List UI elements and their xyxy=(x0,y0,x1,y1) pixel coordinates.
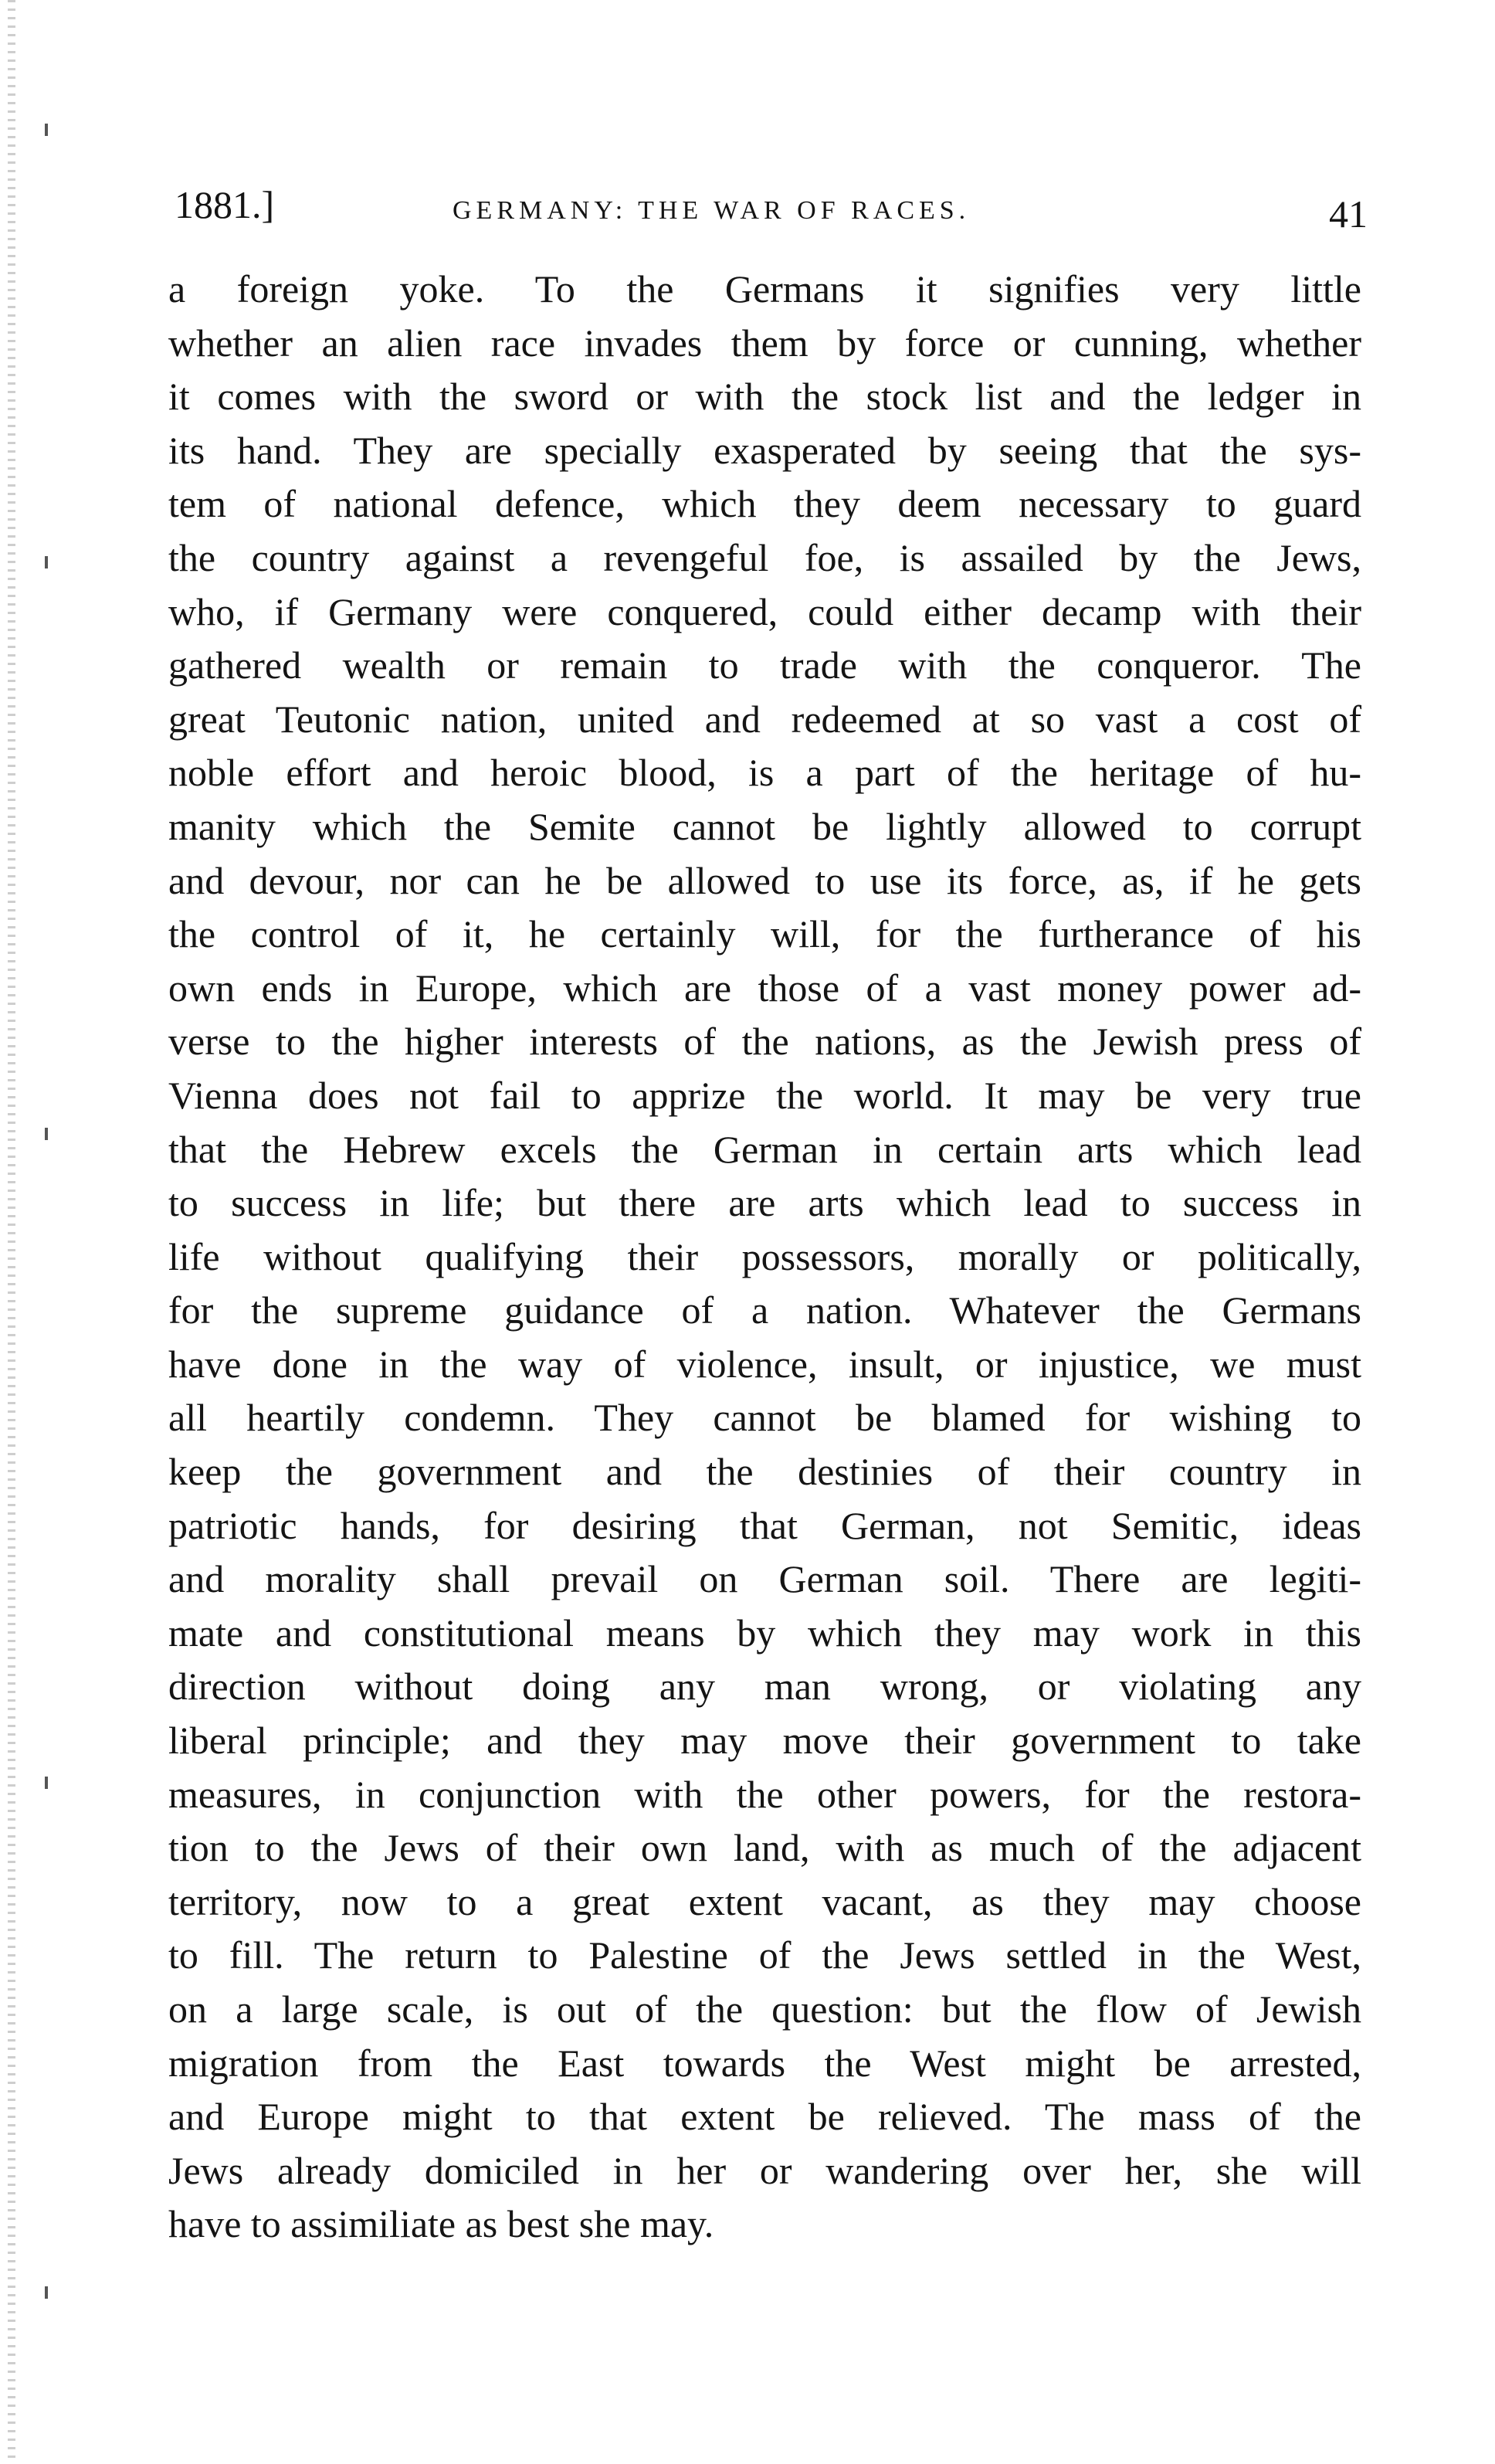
margin-mark xyxy=(45,556,48,568)
header-title: GERMANY: THE WAR OF RACES. xyxy=(453,196,971,225)
margin-mark xyxy=(45,124,48,136)
text-line: Vienna does not fail to apprize the world. It may be very true xyxy=(168,1073,1361,1117)
text-line: verse to the higher interests of the nations, as the Jewish press of xyxy=(168,1020,1361,1064)
text-line: for the supreme guidance of a nation. Whatever the Germans xyxy=(168,1288,1361,1332)
text-line: tem of national defence, which they deem necessary to guard xyxy=(168,482,1361,526)
text-line: gathered wealth or remain to trade with the conqueror. The xyxy=(168,643,1361,687)
text-line: direction without doing any man wrong, or violating any xyxy=(168,1665,1361,1709)
text-line: mate and constitutional means by which they may work in this xyxy=(168,1610,1361,1655)
margin-mark xyxy=(45,1777,48,1789)
text-line: tion to the Jews of their own land, with as much of the adjacent xyxy=(168,1826,1361,1870)
text-line: liberal principle; and they may move their government to take xyxy=(168,1719,1361,1763)
text-line: migration from the East towards the West might be arrested, xyxy=(168,2041,1361,2085)
text-line: that the Hebrew excels the German in certain arts which lead xyxy=(168,1127,1361,1171)
header-year: 1881.] xyxy=(175,183,275,226)
text-line: territory, now to a great extent vacant, as they may choose xyxy=(168,1879,1361,1923)
text-line: keep the government and the destinies of their country in xyxy=(168,1450,1361,1494)
text-line: a foreign yoke. To the Germans it signifies very little xyxy=(168,267,1361,311)
text-line: measures, in conjunction with the other powers, for the restora- xyxy=(168,1772,1361,1816)
text-line: and morality shall prevail on German soil. There are legiti- xyxy=(168,1557,1361,1601)
text-line: who, if Germany were conquered, could either decamp with their xyxy=(168,589,1361,633)
text-line: life without qualifying their possessors, morally or politically, xyxy=(168,1234,1361,1278)
text-line: whether an alien race invades them by force or cunning, whether xyxy=(168,321,1361,365)
text-line: have to assimiliate as best she may. xyxy=(168,2202,714,2246)
text-line: to success in life; but there are arts which lead to success in xyxy=(168,1181,1361,1225)
text-line: great Teutonic nation, united and redeemed at so vast a cost of xyxy=(168,697,1361,741)
text-line: the country against a revengeful foe, is assailed by the Jews, xyxy=(168,535,1361,579)
text-line: its hand. They are specially exasperated by seeing that the sys- xyxy=(168,428,1361,472)
body-text xyxy=(168,263,1361,2252)
text-line: own ends in Europe, which are those of a vast money power ad- xyxy=(168,966,1361,1010)
scan-edge xyxy=(8,0,15,2464)
text-line: have done in the way of violence, insult, or injustice, we must xyxy=(168,1342,1361,1386)
text-line: the control of it, he certainly will, for the furtherance of his xyxy=(168,912,1361,956)
page-number: 41 xyxy=(1329,192,1368,236)
text-line: noble effort and heroic blood, is a part of the heritage of hu- xyxy=(168,751,1361,795)
text-line: and Europe might to that extent be relieved. The mass of the xyxy=(168,2095,1361,2139)
text-line: manity which the Semite cannot be lightly allowed to corrupt xyxy=(168,804,1361,848)
margin-mark xyxy=(45,1128,48,1140)
text-line: and devour, nor can he be allowed to use its force, as, if he gets xyxy=(168,858,1361,902)
text-line: patriotic hands, for desiring that German, not Semitic, ideas xyxy=(168,1503,1361,1547)
running-header xyxy=(175,182,1368,244)
margin-mark xyxy=(45,2286,48,2299)
text-line: all heartily condemn. They cannot be blamed for wishing to xyxy=(168,1396,1361,1440)
text-line: on a large scale, is out of the question: but the flow of Jewish xyxy=(168,1987,1361,2031)
text-line: to fill. The return to Palestine of the Jews settled in the West, xyxy=(168,1933,1361,1977)
text-line: Jews already domiciled in her or wandering over her, she will xyxy=(168,2148,1361,2192)
text-line: it comes with the sword or with the stock list and the ledger in xyxy=(168,375,1361,419)
